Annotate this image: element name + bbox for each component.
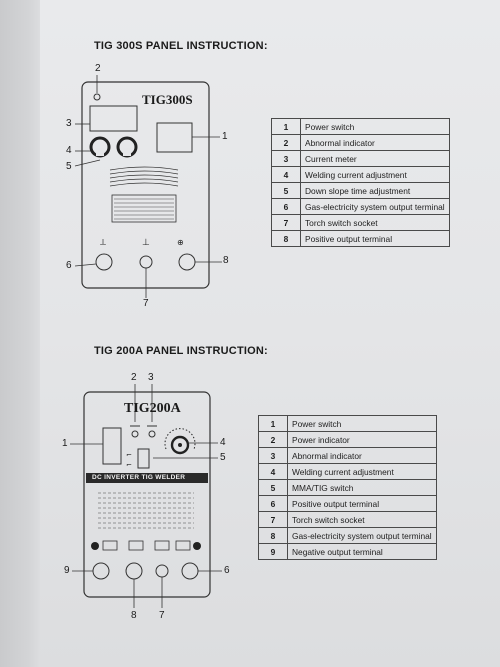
tig300s-section-title: TIG 300S PANEL INSTRUCTION: <box>94 40 268 52</box>
mma-tig-switch-icon <box>138 449 149 468</box>
tig200a-callout-7: 7 <box>159 610 165 621</box>
tig200a-panel-outline <box>84 392 210 597</box>
item-label: Negative output terminal <box>288 544 437 560</box>
table-row <box>259 416 437 432</box>
tig200a-callout-9: 9 <box>64 565 70 576</box>
item-label: Abnormal indicator <box>301 135 450 151</box>
item-label: Down slope time adjustment <box>301 183 450 199</box>
item-label: Power switch <box>301 119 450 135</box>
abnormal-indicator-icon <box>149 431 155 437</box>
item-label: Positive output terminal <box>288 496 437 512</box>
table-row <box>259 512 437 528</box>
gas-terminal-symbol-icon: ⟂ <box>100 238 107 248</box>
item-number: 7 <box>272 215 301 231</box>
tig300s-callout-5: 5 <box>66 161 72 172</box>
knob-center <box>178 443 182 447</box>
table-row <box>259 448 437 464</box>
tig300s-model-logo: TIG300S <box>142 92 193 107</box>
item-number: 1 <box>272 119 301 135</box>
item-number: 4 <box>272 167 301 183</box>
item-number: 8 <box>272 231 301 247</box>
item-number: 3 <box>259 448 288 464</box>
gas-label-box <box>129 541 143 550</box>
item-label: Welding current adjustment <box>288 464 437 480</box>
tig200a-callout-4: 4 <box>220 437 226 448</box>
positive-terminal-symbol-icon: ⊕ <box>177 238 184 247</box>
positive-label-box <box>176 541 190 550</box>
table-row <box>259 544 437 560</box>
tig200a-vent-lines <box>98 493 194 528</box>
item-number: 2 <box>272 135 301 151</box>
torch-switch-socket-icon <box>156 565 168 577</box>
tig200a-section-title: TIG 200A PANEL INSTRUCTION: <box>94 345 268 357</box>
item-label: Torch switch socket <box>288 512 437 528</box>
torch-switch-symbol-icon: ⊥ <box>142 238 150 248</box>
item-number: 4 <box>259 464 288 480</box>
item-label: MMA/TIG switch <box>288 480 437 496</box>
tig200a-callout-5: 5 <box>220 452 226 463</box>
tig300s-callout-6: 6 <box>66 260 72 271</box>
item-number: 5 <box>272 183 301 199</box>
table-row <box>259 432 437 448</box>
table-row <box>259 496 437 512</box>
item-label: Power indicator <box>288 432 437 448</box>
table-row <box>259 480 437 496</box>
item-number: 1 <box>259 416 288 432</box>
tig200a-banner-text: DC INVERTER TIG WELDER <box>92 474 186 481</box>
item-number: 5 <box>259 480 288 496</box>
item-label: Gas-electricity system output terminal <box>288 528 437 544</box>
mma-symbol-icon: ⌐ <box>126 451 132 459</box>
item-label: Current meter <box>301 151 450 167</box>
tig300s-callout-8: 8 <box>223 255 229 266</box>
negative-symbol-icon <box>91 542 99 550</box>
tig-symbol-icon: ⌐ <box>126 461 132 469</box>
item-number: 9 <box>259 544 288 560</box>
positive-symbol-icon <box>193 542 201 550</box>
power-indicator-icon <box>132 431 138 437</box>
tig200a-callout-6: 6 <box>224 565 230 576</box>
negative-output-terminal-icon <box>93 563 109 579</box>
tig200a-callout-3: 3 <box>148 372 154 383</box>
tig300s-callout-1: 1 <box>222 131 228 142</box>
tig300s-callout-3: 3 <box>66 118 72 129</box>
tig200a-spec-table <box>258 415 437 560</box>
item-number: 3 <box>272 151 301 167</box>
tig300s-callout-4: 4 <box>66 145 72 156</box>
item-label: Power switch <box>288 416 437 432</box>
item-label: Welding current adjustment <box>301 167 450 183</box>
item-label: Abnormal indicator <box>288 448 437 464</box>
positive-output-terminal-icon <box>182 563 198 579</box>
item-label: Torch switch socket <box>301 215 450 231</box>
tig200a-model-logo: TIG200A <box>124 401 181 416</box>
tig300s-callout-7: 7 <box>143 298 149 309</box>
gas-electricity-terminal-icon <box>126 563 142 579</box>
tig300s-callout-2: 2 <box>95 63 101 74</box>
torch-label-box <box>155 541 169 550</box>
negative-label-box <box>103 541 117 550</box>
table-row <box>259 528 437 544</box>
item-number: 6 <box>259 496 288 512</box>
item-number: 8 <box>259 528 288 544</box>
item-number: 7 <box>259 512 288 528</box>
tig200a-callout-8: 8 <box>131 610 137 621</box>
tig200a-callout-2: 2 <box>131 372 137 383</box>
item-number: 6 <box>272 199 301 215</box>
table-row <box>259 464 437 480</box>
tig200a-callout-1: 1 <box>62 438 68 449</box>
power-switch-icon <box>103 428 121 464</box>
item-label: Gas-electricity system output terminal <box>301 199 450 215</box>
item-number: 2 <box>259 432 288 448</box>
item-label: Positive output terminal <box>301 231 450 247</box>
